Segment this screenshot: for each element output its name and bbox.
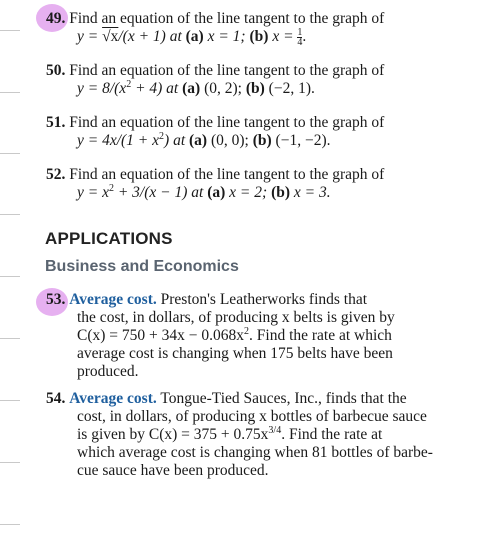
cost-function: C(x) = 750 + 34x − 0.068x xyxy=(77,327,245,344)
problem-number: 51. xyxy=(46,114,66,131)
eq-prefix: y = x xyxy=(77,184,109,201)
exponent: 3/4 xyxy=(268,424,282,436)
margin-rule xyxy=(0,214,20,215)
problem-line: cost, in dollars, of producing x bottles of barbecue sauce xyxy=(77,408,427,425)
problem-equation xyxy=(46,184,461,202)
problem-54 xyxy=(46,390,461,480)
part-a-value: (0, 0); xyxy=(207,132,253,149)
part-a-label: (a) xyxy=(182,80,201,97)
problem-line xyxy=(46,327,461,345)
problem-line: Preston's Leatherworks finds that xyxy=(156,291,368,308)
fraction-numerator: 1 xyxy=(297,27,303,38)
problem-number: 49. xyxy=(46,10,66,27)
part-b-label: (b) xyxy=(245,80,265,97)
exponent: 2 xyxy=(159,130,165,142)
part-b-value: (−1, −2). xyxy=(271,132,331,149)
problem-53 xyxy=(46,291,461,381)
part-b-label: (b) xyxy=(249,28,269,46)
problem-52 xyxy=(46,166,461,202)
margin-rule xyxy=(0,30,20,31)
problem-line-tail: . Find the rate at which xyxy=(249,327,392,344)
eq-prefix: y = 8/(x xyxy=(77,80,127,97)
problem-title: Average cost. xyxy=(69,390,157,407)
problem-51 xyxy=(46,114,461,150)
problem-49 xyxy=(46,10,461,47)
eq-mid: + 4) at xyxy=(131,80,183,97)
margin-rule xyxy=(0,338,20,339)
problem-line: Tongue-Tied Sauces, Inc., finds that the xyxy=(156,390,407,407)
problem-line xyxy=(46,426,461,444)
part-b-label: (b) xyxy=(252,132,272,149)
problem-number: 54. xyxy=(46,390,66,407)
eq-prefix: y = 4x/(1 + x xyxy=(77,132,160,149)
problem-line-tail: . Find the rate at xyxy=(281,426,383,443)
part-a-value: x = 1; xyxy=(203,28,250,46)
eq-end: . xyxy=(302,28,307,46)
part-b-value: x = 3. xyxy=(290,184,331,201)
fraction-denominator: 4 xyxy=(297,37,303,48)
margin-rule xyxy=(0,524,20,525)
subsection-heading-business: Business and Economics xyxy=(45,258,239,275)
part-a-label: (a) xyxy=(185,28,204,46)
exponent: 2 xyxy=(108,182,114,194)
margin-rule xyxy=(0,462,20,463)
part-a-value: x = 2; xyxy=(225,184,272,201)
eq-prefix: y = xyxy=(77,28,103,46)
margin-rule xyxy=(0,276,20,277)
part-a-label: (a) xyxy=(189,132,208,149)
eq-mid: /(x + 1) at xyxy=(118,28,186,46)
eq-mid: ) at xyxy=(164,132,189,149)
cost-function: is given by C(x) = 375 + 0.75x xyxy=(77,426,269,443)
part-b-value: x = xyxy=(268,28,298,46)
problem-number: 52. xyxy=(46,166,66,183)
problem-50 xyxy=(46,62,461,98)
part-b-label: (b) xyxy=(271,184,291,201)
part-a-value: (0, 2); xyxy=(200,80,246,97)
problem-text: Find an equation of the line tangent to the graph of xyxy=(69,166,385,183)
section-heading-applications: APPLICATIONS xyxy=(45,229,173,248)
part-b-value: (−2, 1). xyxy=(264,80,315,97)
part-a-label: (a) xyxy=(207,184,226,201)
margin-rule xyxy=(0,153,20,154)
margin-rule xyxy=(0,400,20,401)
exponent: 2 xyxy=(244,325,250,337)
problem-line: produced. xyxy=(77,363,139,380)
problem-title: Average cost. xyxy=(69,291,157,308)
problem-equation xyxy=(46,80,461,98)
problem-equation xyxy=(46,132,461,150)
problem-equation xyxy=(46,28,461,47)
margin-rule xyxy=(0,92,20,93)
problem-number: 50. xyxy=(46,62,66,79)
problem-line: average cost is changing when 175 belts have been xyxy=(77,345,393,362)
problem-line: which average cost is changing when 81 bottles of barbe- xyxy=(77,444,433,461)
problem-text: Find an equation of the line tangent to the graph of xyxy=(69,62,385,79)
problem-number: 53. xyxy=(46,291,66,308)
sqrt-term: √x xyxy=(102,28,119,46)
problem-text: Find an equation of the line tangent to the graph of xyxy=(69,10,385,27)
exponent: 2 xyxy=(126,78,132,90)
problem-line: the cost, in dollars, of producing x belts is given by xyxy=(77,309,395,326)
eq-mid: + 3/(x − 1) at xyxy=(113,184,208,201)
problem-text: Find an equation of the line tangent to the graph of xyxy=(69,114,385,131)
problem-line: cue sauce have been produced. xyxy=(77,462,269,479)
